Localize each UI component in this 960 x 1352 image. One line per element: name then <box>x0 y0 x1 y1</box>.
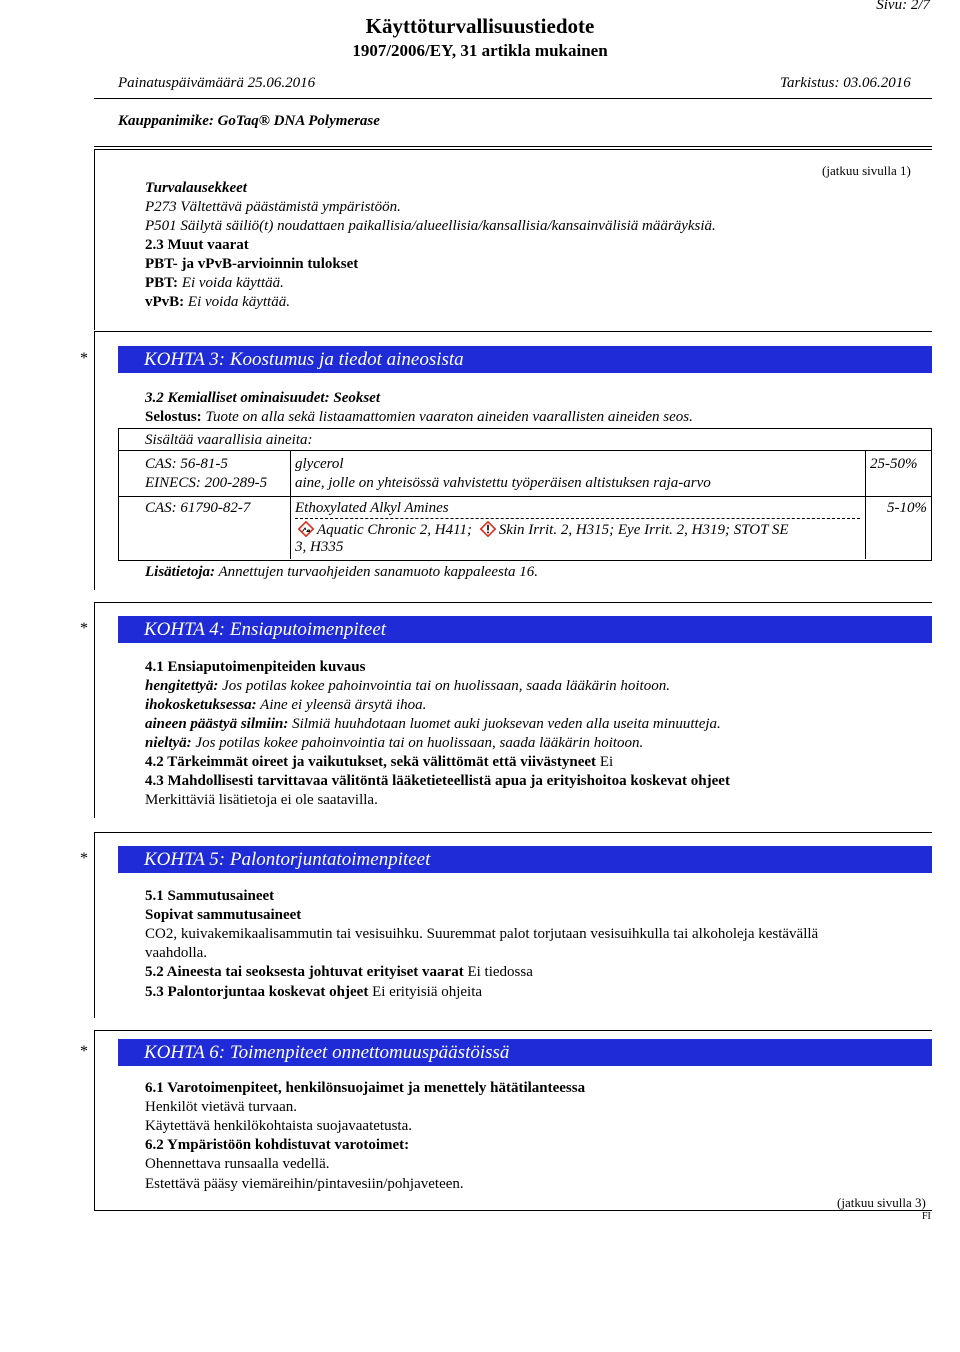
section-divider <box>94 832 932 833</box>
firefighter-advice: 5.3 Palontorjuntaa koskevat ohjeet Ei erityisiä ohjeita <box>145 984 483 1000</box>
table-column-divider <box>865 451 866 559</box>
suitable-media-text-cont: vaahdolla. <box>145 945 208 961</box>
environmental-heading: 6.2 Ympäristöön kohdistuvat varotoimet: <box>145 1137 410 1153</box>
ingredients-table-heading: Sisältää vaarallisia aineita: <box>145 432 313 448</box>
dashed-divider <box>295 518 860 519</box>
margin-rule-section6 <box>94 1030 95 1210</box>
first-aid-heading: 4.1 Ensiaputoimenpiteiden kuvaus <box>145 659 366 675</box>
exclamation-hazard-icon <box>480 521 496 537</box>
first-aid-skin: ihokosketuksessa: Aine ei yleensä ärsytä ihoa. <box>145 697 427 713</box>
table-column-divider <box>290 451 291 496</box>
page-number: Sivu: 2/7 <box>876 0 930 13</box>
environmental-text-2: Estettävä pääsy viemäreihin/pintavesiin/pohjaveteen. <box>145 1176 464 1192</box>
table-cell-cas: CAS: 61790-82-7 <box>145 500 251 516</box>
section-divider <box>94 331 932 332</box>
table-cell-concentration: 25-50% <box>870 456 918 472</box>
hazard-classification-cont: 3, H335 <box>295 539 344 555</box>
additional-info: Lisätietoja: Annettujen turvaohjeiden sanamuoto kappaleesta 16. <box>145 564 539 580</box>
change-marker: * <box>80 350 88 367</box>
margin-rule-section2 <box>94 149 95 330</box>
hazard-classification: Aquatic Chronic 2, H411; Skin Irrit. 2, H315; Eye Irrit. 2, H319; STOT SE <box>298 521 789 540</box>
header-divider <box>94 98 932 99</box>
section-3-title: KOHTA 3: Koostumus ja tiedot aineosista <box>118 346 932 373</box>
extinguishing-heading: 5.1 Sammutusaineet <box>145 888 275 904</box>
change-marker: * <box>80 620 88 637</box>
margin-rule-section5 <box>94 832 95 1018</box>
document-title: Käyttöturvallisuustiedote <box>365 14 595 38</box>
trade-name: Kauppanimike: GoTaq® DNA Polymerase <box>118 113 380 129</box>
footer-divider <box>94 1210 932 1211</box>
vpvb-row: vPvB: Ei voida käyttää. <box>145 294 290 310</box>
table-row-divider <box>118 496 932 497</box>
first-aid-eyes: aineen päästyä silmiin: Silmiä huuhdotaan luomet auki juoksevan veden alla useita minuutteja. <box>145 716 721 732</box>
margin-rule-section4 <box>94 602 95 818</box>
table-cell-name: glycerol <box>295 456 344 472</box>
section-5-title: KOHTA 5: Palontorjuntatoimenpiteet <box>118 846 932 873</box>
section-divider <box>94 602 932 603</box>
document-subtitle: 1907/2006/EY, 31 artikla mukainen <box>352 41 608 60</box>
continued-to: (jatkuu sivulla 3) <box>837 1195 926 1210</box>
p501: P501 Säilytä säiliö(t) noudattaen paikallisia/alueellisia/kansallisia/kansainvälisiä määräyksiä. <box>145 218 716 234</box>
suitable-media-text: CO2, kuivakemikaalisammutin tai vesisuihku. Suuremmat palot torjutaan vesisuihkulla tai alkoholeja kestävällä <box>145 926 819 942</box>
p273: P273 Vältettävä päästämistä ympäristöön. <box>145 199 401 215</box>
first-aid-inhalation: hengitettyä: Jos potilas kokee pahoinvointia tai on huolissaan, saada lääkärin hoitoon. <box>145 678 670 694</box>
precaution-heading: Turvalausekkeet <box>145 180 247 196</box>
first-aid-ingestion: nieltyä: Jos potilas kokee pahoinvointia tai on huolissaan, saada lääkärin hoitoon. <box>145 735 644 751</box>
precautions-heading: 6.1 Varotoimenpiteet, henkilönsuojaimet ja menettely hätätilanteessa <box>145 1080 586 1096</box>
table-column-divider <box>290 497 291 559</box>
print-date: Painatuspäivämäärä 25.06.2016 <box>118 75 316 91</box>
precautions-text-1: Henkilöt vietävä turvaan. <box>145 1099 298 1115</box>
trade-name-divider <box>94 146 932 147</box>
precautions-text-2: Käytettävä henkilökohtaista suojavaatetusta. <box>145 1118 412 1134</box>
language-code: FI <box>922 1211 931 1222</box>
section-6-title: KOHTA 6: Toimenpiteet onnettomuuspäästöissä <box>118 1039 932 1066</box>
change-marker: * <box>80 850 88 867</box>
table-cell-note: aine, jolle on yhteisössä vahvistettu työperäisen altistuksen raja-arvo <box>295 475 711 491</box>
table-cell-cas: CAS: 56-81-5 <box>145 456 228 472</box>
margin-rule-section3 <box>94 331 95 590</box>
other-hazards-heading: 2.3 Muut vaarat <box>145 237 249 253</box>
table-header-divider <box>118 450 932 451</box>
mixture-description: Selostus: Tuote on alla sekä listaamattomien vaaraton aineiden vaarallisten aineiden seos. <box>145 409 693 425</box>
pbt-row: PBT: Ei voida käyttää. <box>145 275 284 291</box>
table-cell-einecs: EINECS: 200-289-5 <box>145 475 268 491</box>
change-marker: * <box>80 1043 88 1060</box>
table-cell-name: Ethoxylated Alkyl Amines <box>295 500 449 516</box>
continued-from: (jatkuu sivulla 1) <box>822 163 911 178</box>
section-4-title: KOHTA 4: Ensiaputoimenpiteet <box>118 616 932 643</box>
medical-attention-text: Merkittäviä lisätietoja ei ole saatavilla. <box>145 792 378 808</box>
special-hazards: 5.2 Aineesta tai seoksesta johtuvat erityiset vaarat Ei tiedossa <box>145 964 533 980</box>
section-divider <box>94 149 932 150</box>
medical-attention-heading: 4.3 Mahdollisesti tarvittavaa välitöntä lääketieteellistä apua ja erityishoitoa koskevat ohjeet <box>145 773 730 789</box>
environment-hazard-icon <box>298 521 314 537</box>
mixture-heading: 3.2 Kemialliset ominaisuudet: Seokset <box>145 390 381 406</box>
suitable-media-heading: Sopivat sammutusaineet <box>145 907 302 923</box>
pbt-heading: PBT- ja vPvB-arvioinnin tulokset <box>145 256 359 272</box>
environmental-text-1: Ohennettava runsaalla vedellä. <box>145 1156 330 1172</box>
section-divider <box>94 1030 932 1031</box>
revision-date: Tarkistus: 03.06.2016 <box>780 75 911 91</box>
table-cell-concentration: 5-10% <box>887 500 927 516</box>
symptoms-heading: 4.2 Tärkeimmät oireet ja vaikutukset, sekä välittömät että viivästyneet Ei <box>145 754 614 770</box>
